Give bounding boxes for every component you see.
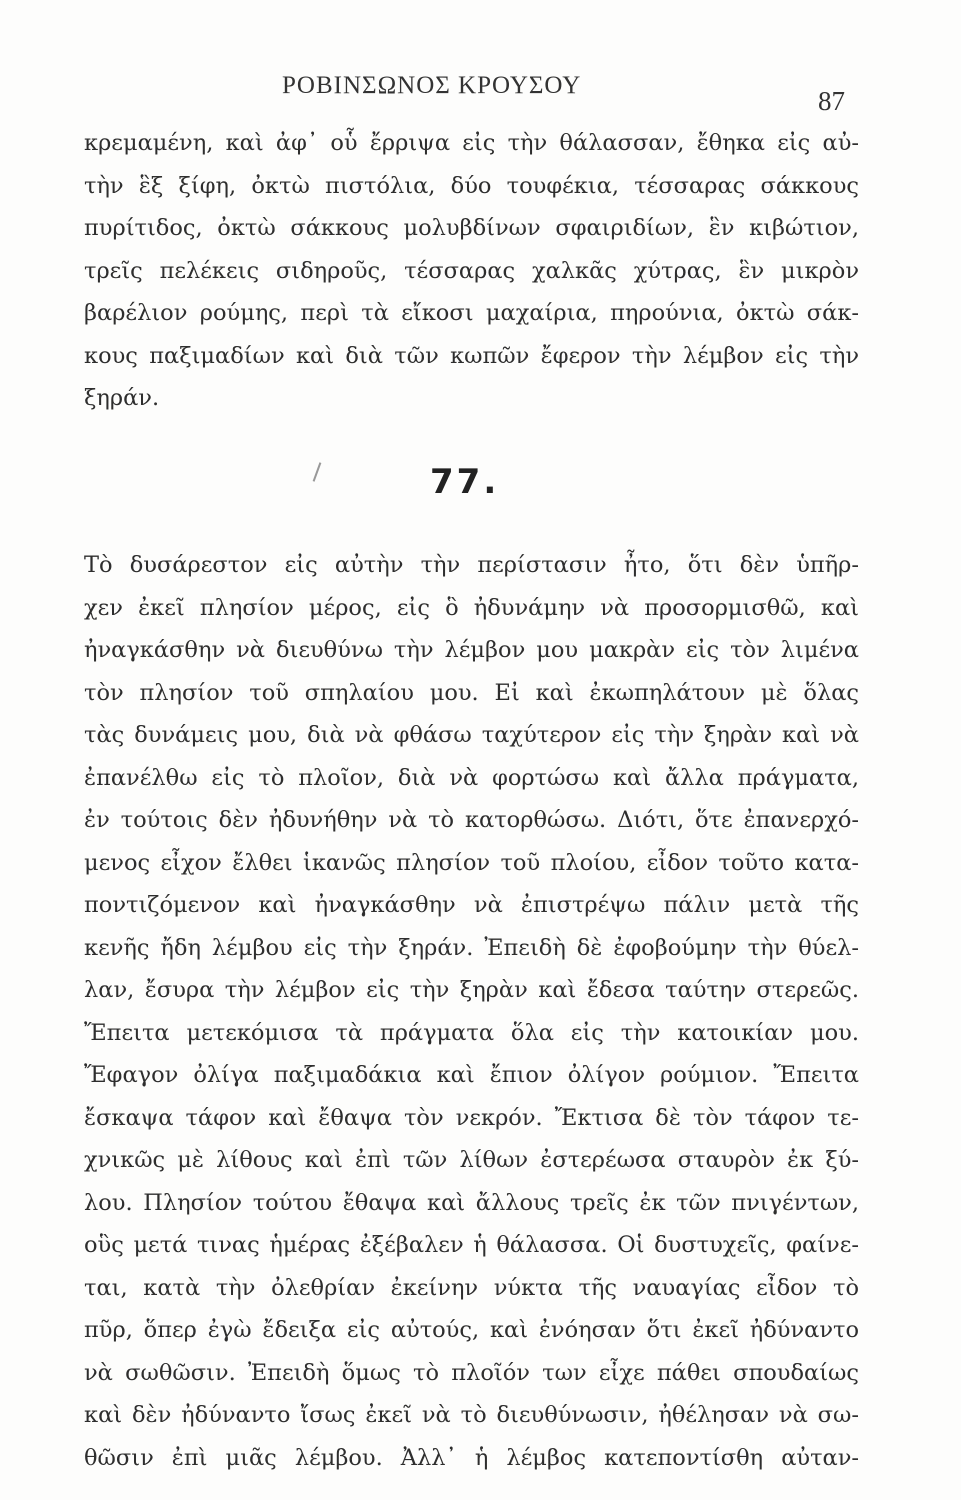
text-line: ἐπανέλθω εἰς τὸ πλοῖον, διὰ νὰ φορτώσω καὶ ἄλλα πράγματα, (84, 764, 859, 791)
text-line: πῦρ, ὅπερ ἐγὼ ἔδειξα εἰς αὐτούς, καὶ ἐνόησαν ὅτι ἐκεῖ ἠδύναντο (84, 1317, 859, 1343)
text-line: λαν, ἔσυρα τὴν λέμβον εἰς τὴν ξηρὰν καὶ ἔδεσα ταύτην στερεῶς. (84, 977, 859, 1003)
text-line: κους παξιμαδίων καὶ διὰ τῶν κωπῶν ἔφερον τὴν λέμβον εἰς τὴν (84, 342, 859, 369)
paragraph-chapter-77 (84, 544, 859, 1479)
page-number: 87 (818, 86, 845, 116)
text-line: ἠναγκάσθην νὰ διευθύνω τὴν λέμβον μου μακρὰν εἰς τὸν λιμένα (84, 637, 859, 663)
text-line: τρεῖς πελέκεις σιδηροῦς, τέσσαρας χαλκᾶς χύτρας, ἓν μικρὸν (84, 257, 859, 284)
text-line: μενος εἶχον ἔλθει ἱκανῶς πλησίον τοῦ πλοίου, εἶδον τοῦτο κατα- (84, 849, 859, 876)
text-line: χεν ἐκεῖ πλησίον μέρος, εἰς ὃ ἠδυνάμην νὰ προσορμισθῶ, καὶ (84, 594, 859, 621)
stray-print-mark (313, 462, 322, 481)
text-line: τὰς δυνάμεις μου, διὰ νὰ φθάσω ταχύτερον εἰς τὴν ξηρὰν καὶ νὰ (84, 722, 859, 748)
text-line: οὓς μετά τινας ἡμέρας ἐξέβαλεν ἡ θάλασσα. Οἱ δυστυχεῖς, φαίνε- (84, 1232, 859, 1258)
text-line: λου. Πλησίον τούτου ἔθαψα καὶ ἄλλους τρεῖς ἐκ τῶν πνιγέντων, (84, 1189, 859, 1216)
text-line: ἐν τούτοις δὲν ἠδυνήθην νὰ τὸ κατορθώσω. Διότι, ὅτε ἐπανερχό- (84, 807, 859, 833)
text-line: βαρέλιον ρούμης, περὶ τὰ εἴκοσι μαχαίρια, πηρούνια, ὀκτὼ σάκ- (84, 300, 859, 326)
chapter-number: 77. (430, 462, 500, 502)
text-line: ἔσκαψα τάφον καὶ ἔθαψα τὸν νεκρόν. Ἔκτισα δὲ τὸν τάφον τε- (84, 1104, 859, 1131)
text-line: ποντιζόμενον καὶ ἠναγκάσθην νὰ ἐπιστρέψω πάλιν μετὰ τῆς (84, 892, 859, 918)
text-line: ξηράν. (84, 385, 160, 411)
text-line: Ἔπειτα μετεκόμισα τὰ πράγματα ὅλα εἰς τὴν κατοικίαν μου. (84, 1019, 859, 1046)
paragraph-continued (84, 122, 859, 420)
text-line: νὰ σωθῶσιν. Ἐπειδὴ ὅμως τὸ πλοῖόν των εἶχε πάθει σπουδαίως (84, 1359, 859, 1386)
text-line: ται, κατὰ τὴν ὀλεθρίαν ἐκείνην νύκτα τῆς ναυαγίας εἶδον τὸ (84, 1274, 859, 1301)
text-line: τὴν ἓξ ξίφη, ὀκτὼ πιστόλια, δύο τουφέκια, τέσσαρας σάκκους (84, 172, 859, 199)
text-line: καὶ δὲν ἠδύναντο ἴσως ἐκεῖ νὰ τὸ διευθύνωσιν, ἠθέλησαν νὰ σω- (84, 1402, 859, 1428)
running-title: ΡΟΒΙΝΣΩΝΟΣ ΚΡΟΥΣΟΥ (282, 72, 582, 99)
text-line: κενῆς ἤδη λέμβου εἰς τὴν ξηράν. Ἐπειδὴ δὲ ἐφοβούμην τὴν θύελ- (84, 934, 859, 961)
text-line: θῶσιν ἐπὶ μιᾶς λέμβου. Ἀλλ᾽ ἡ λέμβος κατεποντίσθη αὐταν- (84, 1444, 859, 1471)
text-line: χνικῶς μὲ λίθους καὶ ἐπὶ τῶν λίθων ἐστερέωσα σταυρὸν ἐκ ξύ- (84, 1147, 859, 1173)
text-line: τὸν πλησίον τοῦ σπηλαίου μου. Εἰ καὶ ἐκωπηλάτουν μὲ ὅλας (84, 679, 859, 706)
text-line: Τὸ δυσάρεστον εἰς αὐτὴν τὴν περίστασιν ἦτο, ὅτι δὲν ὑπῆρ- (84, 552, 859, 578)
text-line: κρεμαμένη, καὶ ἀφ᾽ οὗ ἔρριψα εἰς τὴν θάλασσαν, ἔθηκα εἰς αὐ- (84, 130, 859, 156)
text-line: πυρίτιδος, ὀκτὼ σάκκους μολυβδίνων σφαιριδίων, ἓν κιβώτιον, (84, 215, 859, 241)
text-line: Ἔφαγον ὀλίγα παξιμαδάκια καὶ ἔπιον ὀλίγον ρούμιον. Ἔπειτα (84, 1062, 859, 1088)
